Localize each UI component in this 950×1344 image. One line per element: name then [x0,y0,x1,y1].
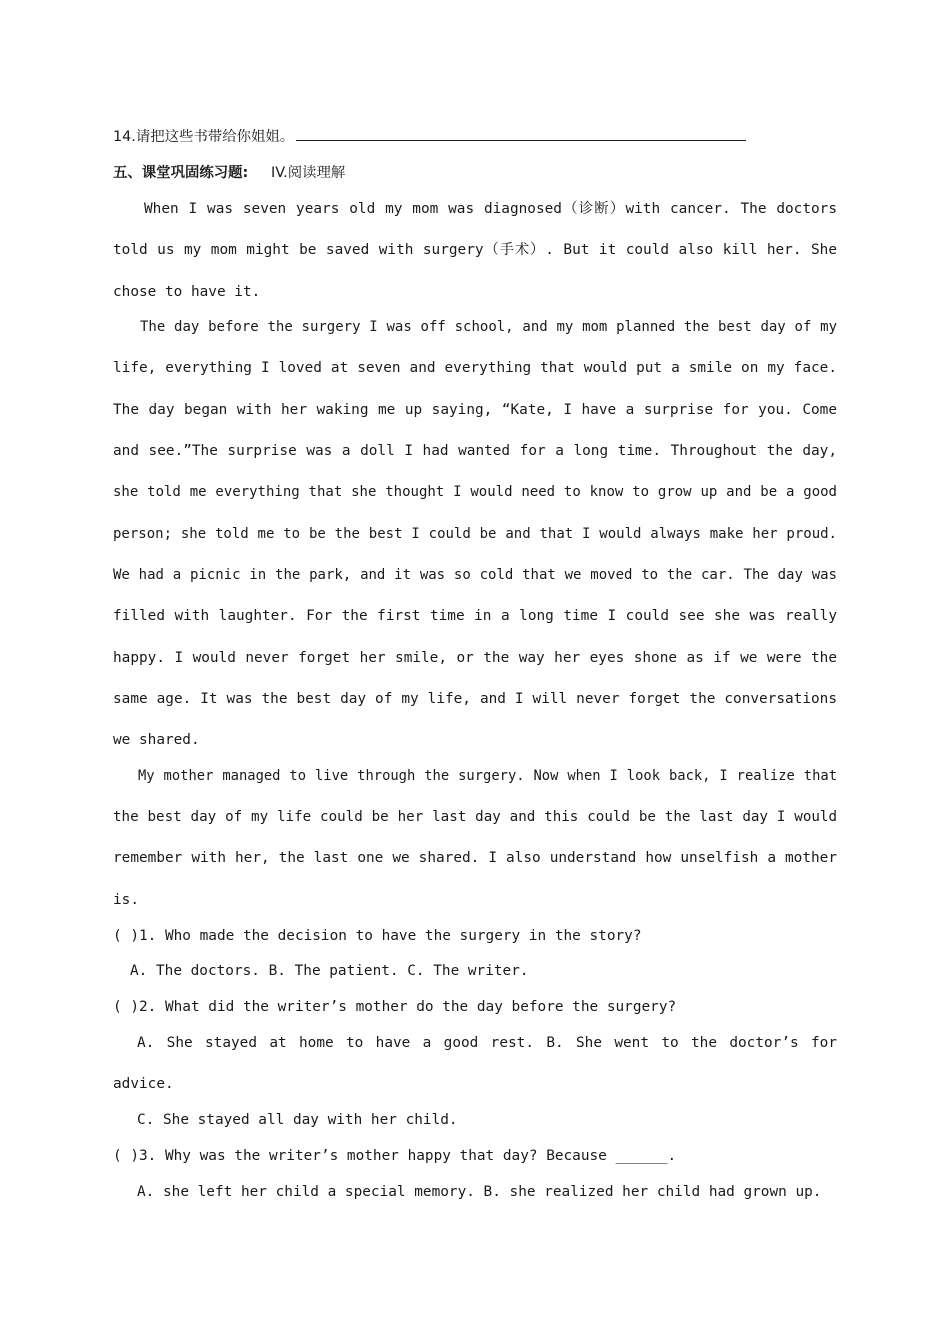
passage-p2-line: life, everything I loved at seven and everything that would put a smile on my face. [113,360,837,376]
passage-p3-line: is. [113,892,139,908]
passage-p2-line: The day before the surgery I was off school, and my mom planned the best day of my [140,319,837,335]
translation-item-text: 14.请把这些书带给你姐姐。 [113,129,295,145]
passage-p2-line: she told me everything that she thought I would need to know to grow up and be a good [113,484,837,500]
passage-p3-line: remember with her, the last one we shared. I also understand how unselfish a mother [113,850,837,866]
passage-p2-line: we shared. [113,732,200,748]
section-heading-label: 五、课堂巩固练习题: [113,165,249,181]
passage-p2-line: same age. It was the best day of my life, and I will never forget the conversations [113,691,837,707]
question-2-options: A. She stayed at home to have a good rest. B. She went to the doctor’s for [137,1035,837,1051]
passage-p2-line: person; she told me to be the best I could be and that I would always make her proud. [113,526,837,542]
translation-item [113,127,746,147]
question-2-options: advice. [113,1076,174,1092]
question-2-options: C. She stayed all day with her child. [137,1112,458,1128]
passage-p2-line: The day began with her waking me up saying, “Kate, I have a surprise for you. Come [113,402,837,418]
passage-p3-line: My mother managed to live through the surgery. Now when I look back, I realize that [138,768,837,784]
passage-p2-line: filled with laughter. For the first time in a long time I could see she was really [113,608,837,624]
passage-p3-line: the best day of my life could be her last day and this could be the last day I would [113,809,837,825]
question-3-options: A. she left her child a special memory. B. she realized her child had grown up. [137,1184,822,1200]
section-heading [113,163,345,183]
answer-blank[interactable] [296,128,746,141]
question-2-stem: ( )2. What did the writer’s mother do the day before the surgery? [113,999,677,1015]
passage-p1-line: chose to have it. [113,284,261,300]
passage-p1-line: told us my mom might be saved with surgery（手术）. But it could also kill her. She [113,242,837,258]
section-heading-sub: IV.阅读理解 [270,165,346,181]
question-3-stem: ( )3. Why was the writer’s mother happy that day? Because ______. [113,1148,677,1164]
passage-p2-line: and see.”The surprise was a doll I had wanted for a long time. Throughout the day, [113,443,837,459]
question-1-options: A. The doctors. B. The patient. C. The writer. [130,963,529,979]
passage-p2-line: We had a picnic in the park, and it was so cold that we moved to the car. The day was [113,567,837,583]
passage-p1-line: When I was seven years old my mom was diagnosed（诊断）with cancer. The doctors [144,201,837,217]
passage-p2-line: happy. I would never forget her smile, or the way her eyes shone as if we were the [113,650,837,666]
question-1-stem: ( )1. Who made the decision to have the surgery in the story? [113,928,642,944]
